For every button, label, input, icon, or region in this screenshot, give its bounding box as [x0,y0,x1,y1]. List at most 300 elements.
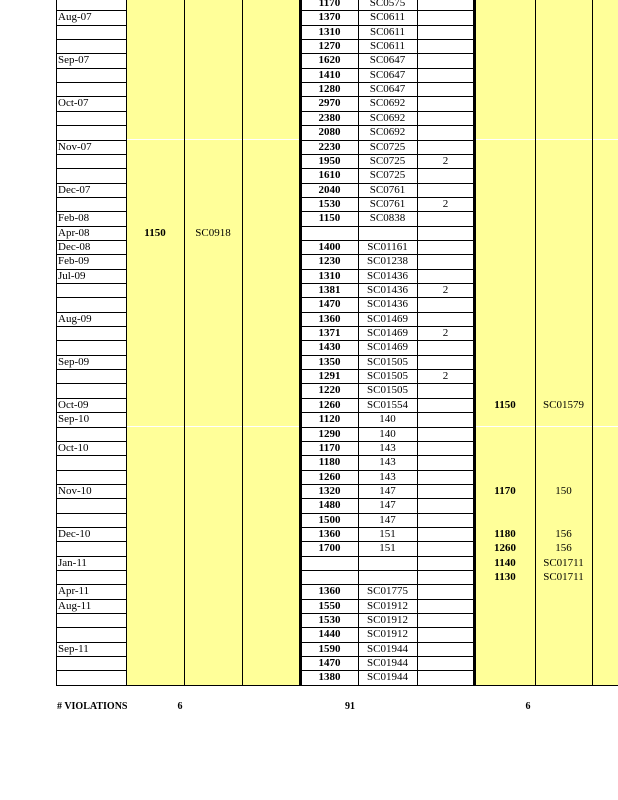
cell-c2 [242,484,300,498]
cell-c4-case [535,269,592,283]
cell-c4-value: 1150 [475,398,535,412]
cell-c3-value: 1380 [318,671,341,684]
cell-c1-value [126,39,184,53]
cell-c4-case [535,111,592,125]
cell-c1-value [126,168,184,182]
cell-c2 [242,398,300,412]
cell-c5 [592,427,618,441]
cell-c3-count [417,441,474,455]
cell-c4-value [475,226,535,240]
cell-c2 [242,240,300,254]
cell-c1-case [184,556,242,570]
cell-c4-case [535,326,592,340]
cell-c3-case: 151 [379,527,396,540]
cell-c1-value [126,25,184,39]
cell-c2 [242,53,300,67]
cell-c3-value: 1280 [318,83,341,96]
cell-c3-count [417,10,474,24]
cell-c3-case: SC01469 [367,341,408,354]
cell-c2 [242,0,300,10]
cell-c3-case: SC01912 [367,614,408,627]
cell-c4-value [475,355,535,369]
cell-c2 [242,68,300,82]
column-divider [358,0,359,685]
cell-c5 [592,441,618,455]
cell-c3-value: 2380 [318,111,341,124]
cell-c4-value [475,513,535,527]
cell-c3-case: 147 [379,499,396,512]
cell-c3-value: 1220 [318,384,341,397]
cell-c5 [592,140,618,154]
cell-c3-case: SC0692 [369,126,406,139]
cell-c2 [242,584,300,598]
cell-c1-case: SC0918 [184,226,242,240]
cell-c1-case [184,53,242,67]
cell-c4-case [535,154,592,168]
cell-c5 [592,340,618,354]
cell-date: Aug-09 [58,312,92,325]
cell-c4-value [475,412,535,426]
cell-c3-case: 140 [379,427,396,440]
cell-c5 [592,527,618,541]
cell-c4-value [475,584,535,598]
cell-c3-value: 1360 [318,527,341,540]
cell-c4-case [535,613,592,627]
cell-c4-value [475,10,535,24]
cell-c1-value [126,383,184,397]
cell-c3-count [417,25,474,39]
cell-c2 [242,383,300,397]
cell-c2 [242,470,300,484]
cell-c5 [592,513,618,527]
cell-c3-count: 2 [442,370,449,383]
cell-c1-case [184,269,242,283]
cell-date [56,570,126,584]
cell-c1-case [184,383,242,397]
column-divider [56,0,57,685]
cell-c3-value: 1350 [318,355,341,368]
cell-c4-value: 1140 [475,556,535,570]
cell-c1-value [126,140,184,154]
cell-c5 [592,484,618,498]
cell-c3-count [417,613,474,627]
cell-c2 [242,455,300,469]
cell-c4-case [535,96,592,110]
cell-c2 [242,168,300,182]
cell-c3-case: SC01944 [367,671,408,684]
cell-c4-value [475,297,535,311]
column-divider-thick [473,0,476,685]
cell-c4-case [535,498,592,512]
cell-c3-value: 1180 [318,456,341,469]
column-divider [417,0,418,685]
cell-c5 [592,82,618,96]
cell-c5 [592,570,618,584]
cell-c5 [592,355,618,369]
cell-c3-value: 1150 [318,212,341,225]
cell-date: Nov-10 [58,484,92,497]
cell-c4-case [535,39,592,53]
cell-c1-case [184,670,242,684]
cell-c5 [592,599,618,613]
cell-c3-count [417,484,474,498]
violations-label: # VIOLATIONS [57,701,128,712]
cell-c3-value: 2970 [318,97,341,110]
cell-c3-case: SC01436 [367,284,408,296]
cell-c3-value: 1320 [318,484,341,497]
cell-c4-value: 1170 [475,484,535,498]
cell-c4-value: 1260 [475,541,535,555]
cell-c5 [592,369,618,383]
cell-c3-case: SC01912 [367,628,408,641]
cell-c3-case: SC01469 [367,327,408,340]
cell-c3-count [417,355,474,369]
cell-c1-value [126,455,184,469]
violations-count-col3: 91 [345,701,355,712]
cell-c3-case: 151 [379,542,396,555]
cell-c1-case [184,111,242,125]
cell-c4-case [535,412,592,426]
cell-c2 [242,541,300,555]
column-divider [535,0,536,685]
cell-c4-value [475,183,535,197]
cell-c3-value: 1470 [318,657,341,670]
cell-c4-value [475,613,535,627]
cell-c4-case [535,68,592,82]
cell-c4-value [475,68,535,82]
cell-c1-value [126,441,184,455]
cell-c5 [592,541,618,555]
cell-c3-count [417,470,474,484]
row-divider [56,685,618,686]
cell-date [56,25,126,39]
cell-c3-value: 1480 [318,499,341,512]
cell-c4-value [475,0,535,10]
cell-c3-count [417,53,474,67]
cell-c3-value: 1440 [318,628,341,641]
cell-c5 [592,455,618,469]
cell-date: Oct-10 [58,441,89,454]
cell-c3-count [417,168,474,182]
cell-c3-case: SC0611 [369,11,406,24]
cell-c5 [592,125,618,139]
cell-c1-value [126,412,184,426]
cell-c3-value: 1700 [318,542,341,555]
cell-c3-case: SC0725 [369,169,406,182]
cell-c3-case: SC01469 [367,312,408,325]
cell-c1-case [184,10,242,24]
cell-date: Feb-08 [58,212,90,225]
cell-date [56,154,126,168]
cell-c4-case [535,226,592,240]
cell-c2 [242,82,300,96]
cell-c3-case: 147 [379,513,396,526]
cell-c3-count [417,254,474,268]
cell-c3-case [358,570,417,584]
cell-c1-value [126,656,184,670]
cell-c1-case [184,326,242,340]
cell-c2 [242,326,300,340]
cell-c2 [242,226,300,240]
cell-c4-case [535,168,592,182]
cell-c4-value: 1130 [475,570,535,584]
cell-c2 [242,140,300,154]
cell-c2 [242,96,300,110]
cell-c4-value [475,269,535,283]
cell-date [56,111,126,125]
cell-c3-value: 1120 [318,413,341,426]
cell-c5 [592,154,618,168]
cell-c4-case [535,441,592,455]
cell-c3-count [417,240,474,254]
cell-c3-value: 1400 [318,240,341,253]
cell-c3-count [417,527,474,541]
cell-date [56,68,126,82]
cell-c4-case [535,283,592,297]
cell-c1-value [126,297,184,311]
cell-date [56,168,126,182]
cell-c1-case [184,240,242,254]
cell-c4-case [535,297,592,311]
cell-c1-value [126,498,184,512]
cell-c4-case [535,197,592,211]
cell-c1-value [126,670,184,684]
cell-c5 [592,226,618,240]
cell-c4-value [475,154,535,168]
cell-c4-case [535,513,592,527]
cell-c1-case [184,627,242,641]
cell-c1-case [184,183,242,197]
cell-c1-value [126,541,184,555]
cell-date [56,427,126,441]
cell-c5 [592,53,618,67]
cell-c3-case: SC01554 [367,398,408,411]
cell-c3-value: 1360 [318,312,341,325]
cell-c4-case [535,642,592,656]
cell-c1-case [184,584,242,598]
cell-c3-case: SC0575 [369,0,406,9]
cell-c2 [242,297,300,311]
cell-c4-case [535,82,592,96]
cell-c3-count: 2 [442,154,449,167]
cell-c1-case [184,570,242,584]
cell-c3-value: 1310 [318,25,341,38]
cell-c3-value: 1590 [318,642,341,655]
cell-c2 [242,312,300,326]
cell-c5 [592,283,618,297]
cell-c5 [592,168,618,182]
cell-c3-count: 2 [442,284,449,296]
cell-c4-value [475,383,535,397]
cell-c3-case: SC01505 [367,370,408,383]
cell-c4-value [475,197,535,211]
cell-c3-value: 1270 [318,40,341,53]
cell-c2 [242,369,300,383]
cell-c1-value [126,556,184,570]
cell-c1-value [126,340,184,354]
cell-c2 [242,627,300,641]
cell-c3-count [417,398,474,412]
cell-c3-value: 1500 [318,513,341,526]
cell-c1-case [184,455,242,469]
cell-c1-case [184,427,242,441]
cell-c4-value [475,498,535,512]
cell-c3-case: 140 [379,413,396,426]
cell-c4-case: SC01711 [535,556,592,570]
cell-c4-value [475,599,535,613]
cell-c4-case [535,355,592,369]
cell-c4-case [535,10,592,24]
cell-c3-case: SC01436 [367,298,408,311]
cell-c5 [592,269,618,283]
cell-date: Feb-09 [58,255,90,268]
cell-c4-case [535,254,592,268]
cell-c1-case [184,484,242,498]
cell-c4-value [475,312,535,326]
cell-c1-value [126,96,184,110]
cell-c4-case [535,140,592,154]
cell-date: Sep-07 [58,54,90,67]
cell-c5 [592,25,618,39]
cell-c4-case [535,455,592,469]
cell-c5 [592,10,618,24]
cell-c1-case [184,140,242,154]
cell-c5 [592,670,618,684]
cell-c1-case [184,168,242,182]
cell-c3-case: 147 [379,484,396,497]
cell-c4-value [475,125,535,139]
cell-c1-value [126,513,184,527]
cell-c5 [592,39,618,53]
cell-c3-case: SC01505 [367,384,408,397]
cell-c3-count [417,627,474,641]
cell-c5 [592,111,618,125]
cell-c3-value: 1610 [318,169,341,182]
cell-c3-value: 1530 [318,197,341,210]
cell-c4-case [535,340,592,354]
cell-c5 [592,183,618,197]
cell-c5 [592,470,618,484]
cell-date [56,82,126,96]
cell-c3-value: 1381 [318,284,341,296]
cell-c3-case: SC0725 [369,154,406,167]
cell-c1-value [126,599,184,613]
cell-c3-value: 1371 [318,327,341,340]
cell-c4-case [535,627,592,641]
cell-c5 [592,254,618,268]
cell-c3-case: SC0611 [369,40,406,53]
cell-c1-case [184,441,242,455]
cell-c1-case [184,254,242,268]
cell-date [56,197,126,211]
column-divider [184,0,185,685]
cell-date [56,541,126,555]
cell-c3-count [417,427,474,441]
cell-c3-count [417,226,474,240]
column-divider-thick [299,0,302,685]
cell-c1-case [184,0,242,10]
cell-c1-value [126,111,184,125]
cell-c2 [242,154,300,168]
violations-count-col4: 6 [525,701,531,712]
cell-c2 [242,254,300,268]
cell-c3-case: SC0692 [369,97,406,110]
cell-c3-case: 143 [379,441,396,454]
cell-c3-count [417,111,474,125]
cell-c4-case [535,470,592,484]
cell-c5 [592,197,618,211]
cell-c1-value [126,312,184,326]
cell-date [56,470,126,484]
cell-date [56,670,126,684]
cell-c3-case: SC01912 [367,599,408,612]
cell-date [56,340,126,354]
cell-c1-value [126,254,184,268]
cell-c3-count [417,0,474,10]
cell-c1-value [126,269,184,283]
cell-c3-count [417,642,474,656]
cell-c3-value: 1530 [318,614,341,627]
cell-c5 [592,627,618,641]
cell-c2 [242,197,300,211]
cell-c3-case: SC01505 [367,355,408,368]
cell-date: Apr-08 [58,226,90,239]
cell-c2 [242,355,300,369]
cell-c4-value [475,211,535,225]
cell-c1-value [126,68,184,82]
cell-c3-case [358,556,417,570]
cell-c3-value: 2080 [318,126,341,139]
cell-c4-case [535,656,592,670]
cell-c3-case: 143 [379,456,396,469]
cell-c3-value: 1290 [318,427,341,440]
cell-c3-count [417,82,474,96]
cell-date: Oct-07 [58,97,89,110]
cell-c1-case [184,599,242,613]
cell-c2 [242,283,300,297]
cell-c2 [242,125,300,139]
cell-c5 [592,68,618,82]
cell-c1-value: 1150 [126,226,184,240]
cell-c5 [592,556,618,570]
cell-c3-case: SC0647 [369,54,406,67]
cell-c4-value [475,82,535,96]
cell-c5 [592,297,618,311]
cell-c1-value [126,355,184,369]
cell-date: Jan-11 [58,556,87,569]
cell-c3-value: 1410 [318,68,341,81]
cell-c4-value [475,96,535,110]
cell-date [56,656,126,670]
cell-c3-count [417,297,474,311]
cell-c4-value [475,455,535,469]
cell-c1-case [184,340,242,354]
cell-c2 [242,642,300,656]
cell-c1-case [184,412,242,426]
cell-c3-case: SC0725 [369,140,406,153]
cell-c3-value: 1291 [318,370,341,383]
cell-c3-value: 1620 [318,54,341,67]
cell-c1-value [126,326,184,340]
cell-date: Sep-09 [58,355,90,368]
cell-date [56,326,126,340]
cell-c1-case [184,355,242,369]
cell-date: Sep-11 [58,642,89,655]
cell-date: Apr-11 [58,585,90,598]
cell-c5 [592,642,618,656]
cell-c2 [242,39,300,53]
cell-c2 [242,340,300,354]
